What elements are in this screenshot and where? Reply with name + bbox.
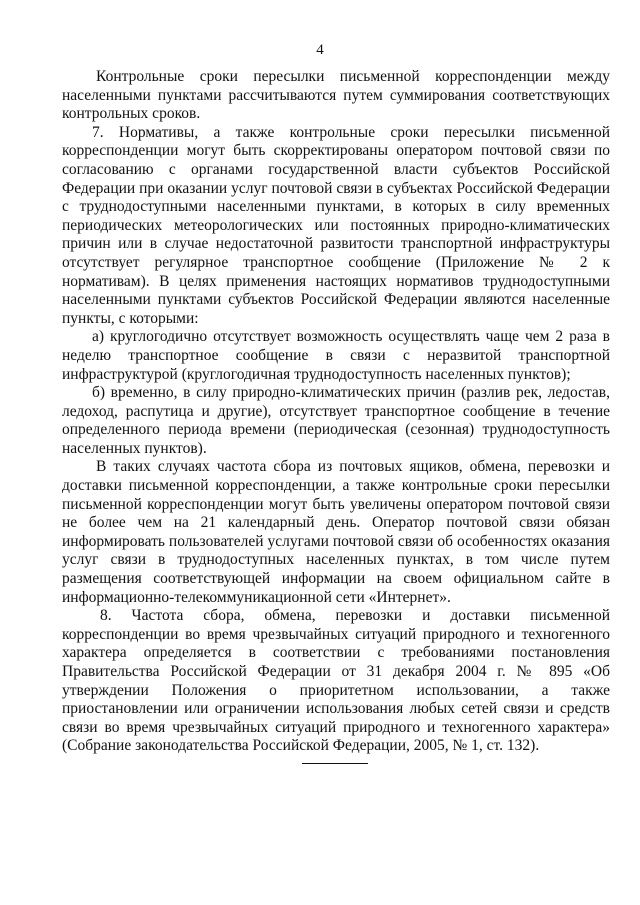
paragraph-8-emergency: 8. Частота сбора, обмена, перевозки и доставки письменной корреспонденции во время чрезвычайных ситуаций природного и техногенного характера определяется в соответствии с требованиями постановления Правительства Российской Федерации от 31 декабря 2004 г. № 895 «Об утверждении Положения о приоритетном использовании, а также приостановлении или ограничении использования любых сетей связи и средств связи во время чрезвычайных ситуаций природного и техногенного характера» (Собрание законодательства Российской Федерации, 2005, № 1, ст. 132).	[62, 607, 610, 755]
page-number: 4	[316, 42, 324, 58]
paragraph-such-cases: В таких случаях частота сбора из почтовых ящиков, обмена, перевозки и доставки письменной корреспонденции, а также контрольные сроки пересылки письменной корреспонденции могут быть увеличены оператором почтовой связи не более чем на 21 календарный день. Оператор почтовой связи обязан информировать пользователей услугами почтовой связи об особенностях оказания услуг связи в труднодоступных населенных пунктах, в том числе путем размещения соответствующей информации на своем официальном сайте в информационно-телекоммуникационной сети «Интернет».	[62, 458, 610, 606]
paragraph-7-norms: 7. Нормативы, а также контрольные сроки пересылки письменной корреспонденции могут быть скорректированы оператором почтовой связи по согласованию с органами государственной власти субъектов Российской Федерации при оказании услуг почтовой связи в субъектах Российской Федерации с труднодоступными населенными пунктами, в которых в силу временных периодических метеорологических или постоянных природно-климатических причин или в случае недостаточной развитости транспортной инфраструктуры отсутствует регулярное транспортное сообщение (Приложение № 2 к нормативам). В целях применения настоящих нормативов труднодоступными населенными пунктами субъектов Российской Федерации являются населенные пункты, с которыми:	[62, 123, 610, 327]
document-body	[62, 68, 610, 756]
paragraph-item-a: а) круглогодично отсутствует возможность осуществлять чаще чем 2 раза в неделю транспортное сообщение в связи с неразвитой транспортной инфраструктурой (круглогодичная труднодоступность населенных пунктов);	[62, 328, 610, 383]
paragraph-item-b: б) временно, в силу природно-климатических причин (разлив рек, ледостав, ледоход, распутица и другие), отсутствует транспортное сообщение в течение определенного периода времени (периодическая (сезонная) труднодоступность населенных пунктов).	[62, 384, 610, 457]
end-divider-line	[302, 763, 368, 764]
paragraph-control-periods: Контрольные сроки пересылки письменной корреспонденции между населенными пунктами рассчитываются путем суммирования соответствующих контрольных сроков.	[62, 68, 610, 123]
